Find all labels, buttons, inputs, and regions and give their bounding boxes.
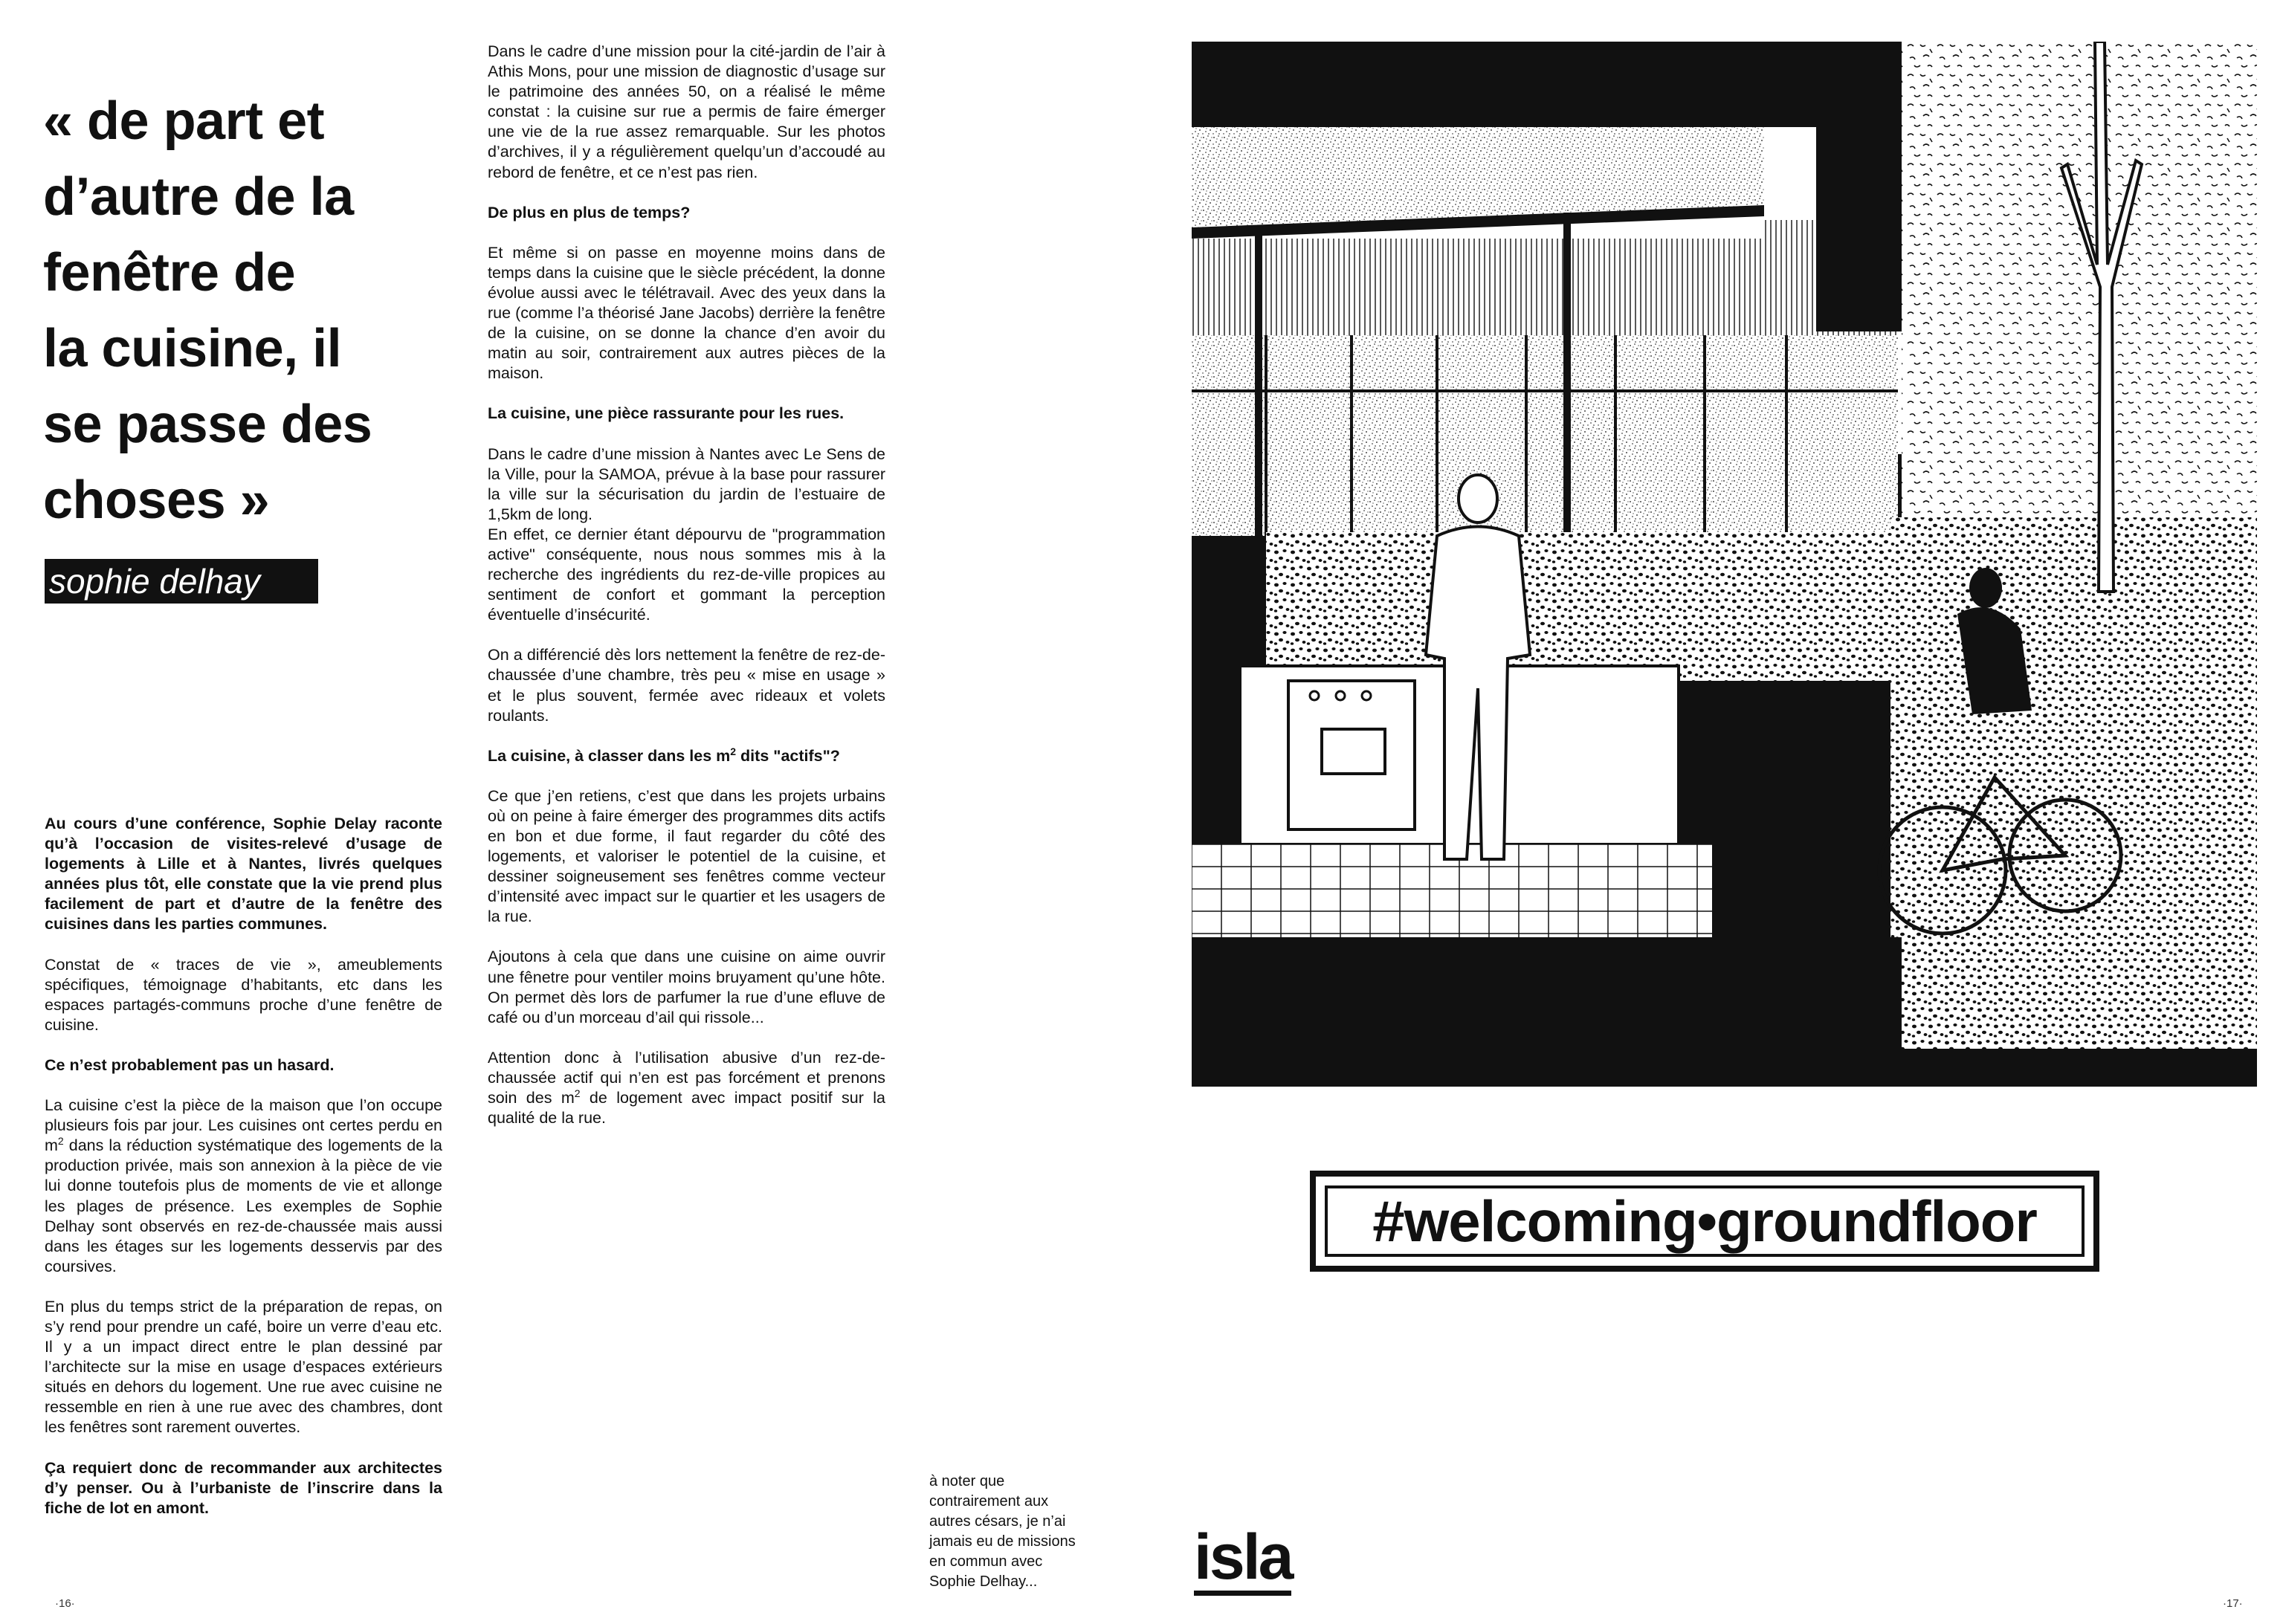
paragraph: Ce que j’en retiens, c’est que dans les projets urbains où on peine à faire émerger des programmes dits actifs en bon et due forme, il faut regarder du côté des logements, et valoriser le potentiel de la cuisine, et dessiner soigneusement ses fenêtres comme vecteur d’intensité avec impact sur le quartier et les usagers de la rue. bbox=[488, 786, 885, 926]
paragraph: Constat de « traces de vie », ameublements spécifiques, témoignage d’habitants, etc dans les espaces partagés-communs proche d’une fenêtre de cuisine. bbox=[45, 955, 442, 1034]
page-number-left: ·16· bbox=[55, 1597, 75, 1610]
paragraph: Ajoutons à cela que dans une cuisine on aime ouvrir une fênetre pour ventiler moins bruyament qu’une hôte. On permet dès lors de parfumer la rue d’une efluve de café ou d’un morceau d’ail qui rissole... bbox=[488, 948, 885, 1026]
paragraph: De plus en plus de temps? bbox=[488, 203, 691, 221]
pull-quote-line: choses » bbox=[43, 470, 270, 530]
paragraph: Et même si on passe en moyenne moins dans de temps dans la cuisine que le siècle précédent, la donne évolue aussi avec le télétravail. Avec des yeux dans la rue (comme l’a théorisé Jane Jacobs) derrière la fenêtre de la cuisine, on se donne la chance d’en avoir du matin au soir, contrairement aux autres pièces de la maison. bbox=[488, 243, 885, 383]
paragraph: La cuisine, à classer dans les $m^2$ dits "actifs"? bbox=[488, 745, 840, 765]
side-note-line: contrairement aux bbox=[929, 1493, 1049, 1510]
side-note-line: autres césars, je n’ai bbox=[929, 1513, 1066, 1530]
kitchen-street-illustration bbox=[1192, 42, 2257, 1087]
side-note-line: à noter que bbox=[929, 1473, 1005, 1489]
pull-quote-line: se passe des bbox=[43, 395, 372, 454]
pull-quote-line: d’autre de la bbox=[43, 167, 354, 227]
paragraph: Attention donc à l’utilisation abusive d’un rez-de-chaussée actif qui n’en est pas forcément et prenons soin des $m^2$ de logement avec impact positif sur la qualité de la rue. bbox=[488, 1048, 885, 1128]
paragraph: Dans le cadre d’une mission à Nantes avec Le Sens de la Ville, pour la SAMOA, prévue à la base pour rassurer la ville sur la sécurisation du jardin de l’estuaire de 1,5km de long. En effet, ce dernier étant dépourvu de "programmation active" conséquente, nous nous sommes mis à la recherche des ingrédients du rez-de-ville propices au sentiment de confort et gommant la perception éventuelle d’insécurité. bbox=[488, 444, 885, 624]
pull-quote bbox=[43, 83, 459, 538]
pull-quote-line: fenêtre de bbox=[43, 243, 296, 303]
author-tag: sophie delhay bbox=[45, 559, 318, 604]
hashtag-box: #welcoming•groundfloor bbox=[1310, 1171, 2099, 1272]
paragraph: La cuisine c’est la pièce de la maison que l’on occupe plusieurs fois par jour. Les cuisines ont certes perdu en $m^2$ dans la réduction systématique des logements de la production privée, mais son annexion à la pièce de vie lui donne toutefois plus de moments de vie et allonge les plages de présence. Les exemples de Sophie Delhay sont observés en rez-de-chaussée mais aussi dans les étages sur les logements desservis par des coursives. bbox=[45, 1096, 442, 1275]
side-note-line: en commun avec bbox=[929, 1553, 1043, 1570]
side-note bbox=[929, 1472, 1104, 1592]
paragraph: Ça requiert donc de recommander aux architectes d’y penser. Ou à l’urbaniste de l’inscrire dans la fiche de lot en amont. bbox=[45, 1458, 442, 1517]
paragraph: Au cours d’une conférence, Sophie Delay raconte qu’à l’occasion de visites-relevé d’usage de logements à Lille et à Nantes, livrés quelques années plus tôt, elle constate que la vie prend plus facilement de part et d’autre de la fenêtre des cuisines dans les parties communes. bbox=[45, 815, 442, 934]
paragraph: On a différencié dès lors nettement la fenêtre de rez-de-chaussée d’une chambre, très peu « mise en usage » et le plus souvent, fermée avec rideaux et volets roulants. bbox=[488, 646, 885, 725]
article-column-right bbox=[488, 42, 885, 1148]
paragraph: La cuisine, une pièce rassurante pour les rues. bbox=[488, 404, 845, 423]
isla-logo: isla bbox=[1194, 1524, 1291, 1596]
pull-quote-line: « de part et bbox=[43, 91, 325, 151]
side-note-line: jamais eu de missions bbox=[929, 1533, 1076, 1550]
paragraph: En plus du temps strict de la préparation de repas, on s’y rend pour prendre un café, boire un verre d’eau etc. Il y a un impact direct entre le plan dessiné par l’architecte sur la mise en usage d’espaces extérieurs situés en dehors du logement. Une rue avec cuisine ne ressemble en rien à une rue avec des chambres, dont les fenêtres sont rarement ouvertes. bbox=[45, 1297, 442, 1437]
paragraph: Ce n’est probablement pas un hasard. bbox=[45, 1055, 335, 1074]
article-column-left bbox=[45, 814, 442, 1539]
pull-quote-line: la cuisine, il bbox=[43, 319, 342, 378]
paragraph: Dans le cadre d’une mission pour la cité-jardin de l’air à Athis Mons, pour une mission de diagnostic d’usage sur le patrimoine des années 50, on a réalisé le même constat : la cuisine sur rue a permis de faire émerger une vie de la rue assez remarquable. Sur les photos d’archives, il y a régulièrement quelqu’un d’accoudé au rebord de fenêtre, et ce n’est pas rien. bbox=[488, 42, 885, 181]
page-number-right: ·17· bbox=[2223, 1597, 2243, 1610]
side-note-line: Sophie Delhay... bbox=[929, 1573, 1038, 1590]
